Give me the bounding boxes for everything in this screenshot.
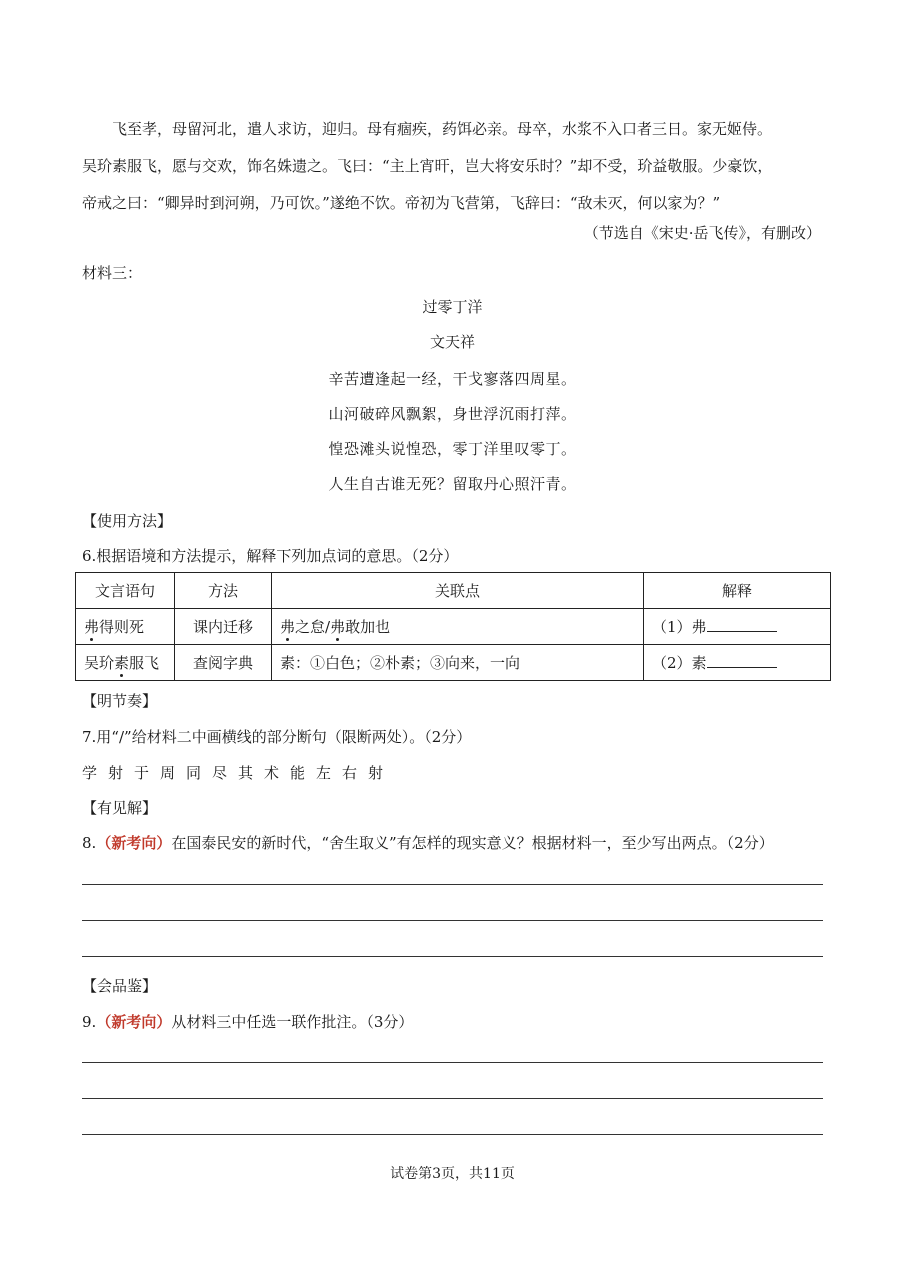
q9-number: 9.: [82, 1013, 97, 1031]
row2-sentence-pre: 吴玠: [84, 654, 115, 672]
poem-line: 惶恐滩头说惶恐，零丁洋里叹零丁。: [328, 440, 577, 458]
row1-answer-label: （1）弗: [652, 618, 707, 636]
dotted-char: 素: [114, 654, 130, 672]
answer-line[interactable]: [82, 920, 823, 921]
passage-line: 飞至孝，母留河北，遣人求访，迎归。母有痼疾，药饵必亲。母卒，水浆不入口者三日。家无姬侍。: [112, 120, 773, 138]
question-9: [82, 1011, 413, 1032]
poem-author: 文天祥: [429, 333, 475, 351]
answer-line[interactable]: [82, 1098, 823, 1099]
row1-answer: [644, 609, 831, 645]
q8-text: 在国泰民安的新时代，“舍生取义”有怎样的现实意义？根据材料一，至少写出两点。（2分）: [171, 834, 774, 852]
row2-link: 素：①白色；②朴素；③向来，一向: [272, 645, 644, 681]
passage: [82, 111, 827, 222]
poem-line: 山河破碎风飘絮，身世浮沉雨打萍。: [328, 405, 577, 423]
new-trend-tag: （新考向）: [96, 834, 172, 852]
row2-sentence-rest: 服飞: [129, 654, 160, 672]
passage-line: 帝戒之曰：“卿异时到河朔，乃可饮。”遂绝不饮。帝初为飞营第，飞辞曰：“敌未灭，何以家为？”: [82, 194, 721, 212]
q9-text: 从材料三中任选一联作批注。（3分）: [171, 1013, 414, 1031]
row2-sentence: [76, 645, 175, 681]
passage-line: 吴玠素服飞，愿与交欢，饰名姝遗之。飞曰：“主上宵旰，岂大将安乐时？”却不受，玠益敬服。少豪饮，: [82, 157, 773, 175]
row1-method: 课内迁移: [175, 609, 272, 645]
row1-sentence: [76, 609, 175, 645]
poem-line: 人生自古谁无死？留取丹心照汗青。: [328, 475, 577, 493]
dotted-char: 弗: [280, 618, 296, 636]
section-insight: 【有见解】: [82, 799, 158, 817]
row1-link: [272, 609, 644, 645]
answer-line[interactable]: [82, 956, 823, 957]
passage-source: （节选自《宋史·岳飞传》，有删改）: [583, 224, 821, 242]
row1-sentence-rest: 得则死: [99, 618, 145, 636]
row1-link-post: 敢加也: [345, 618, 391, 636]
row2-method: 查阅字典: [175, 645, 272, 681]
question-6: 6.根据语境和方法提示，解释下列加点词的意思。（2分）: [82, 547, 459, 565]
material3-label: 材料三：: [82, 264, 143, 282]
page-footer: 试卷第3页，共11页: [390, 1166, 515, 1182]
answer-line[interactable]: [82, 1062, 823, 1063]
header-sentence: 文言语句: [76, 573, 175, 609]
row2-answer: [644, 645, 831, 681]
row2-answer-label: （2）素: [652, 654, 707, 672]
answer-line[interactable]: [82, 884, 823, 885]
answer-blank[interactable]: [707, 653, 777, 668]
new-trend-tag: （新考向）: [96, 1013, 172, 1031]
question-8: [82, 832, 774, 853]
question-7: 7.用“/”给材料二中画横线的部分断句（限断两处）。（2分）: [82, 728, 472, 746]
header-answer: 解释: [644, 573, 831, 609]
section-rhythm: 【明节奏】: [82, 692, 158, 710]
q7-phrase: 学射于周同尽其术能左右射: [82, 764, 395, 782]
dotted-char: 弗: [330, 618, 346, 636]
header-link: 关联点: [272, 573, 644, 609]
poem-title: 过零丁洋: [422, 298, 483, 316]
table-row: [76, 645, 831, 681]
section-appreciate: 【会品鉴】: [82, 977, 158, 995]
q6-table: [75, 572, 831, 681]
section-usage: 【使用方法】: [82, 512, 173, 530]
header-method: 方法: [175, 573, 272, 609]
answer-line[interactable]: [82, 1134, 823, 1135]
row1-link-mid: 之怠/: [295, 618, 331, 636]
q8-number: 8.: [82, 834, 97, 852]
poem-line: 辛苦遭逢起一经，干戈寥落四周星。: [328, 370, 577, 388]
table-row: [76, 609, 831, 645]
dotted-char: 弗: [84, 618, 100, 636]
answer-blank[interactable]: [707, 617, 777, 632]
table-header-row: [76, 573, 831, 609]
